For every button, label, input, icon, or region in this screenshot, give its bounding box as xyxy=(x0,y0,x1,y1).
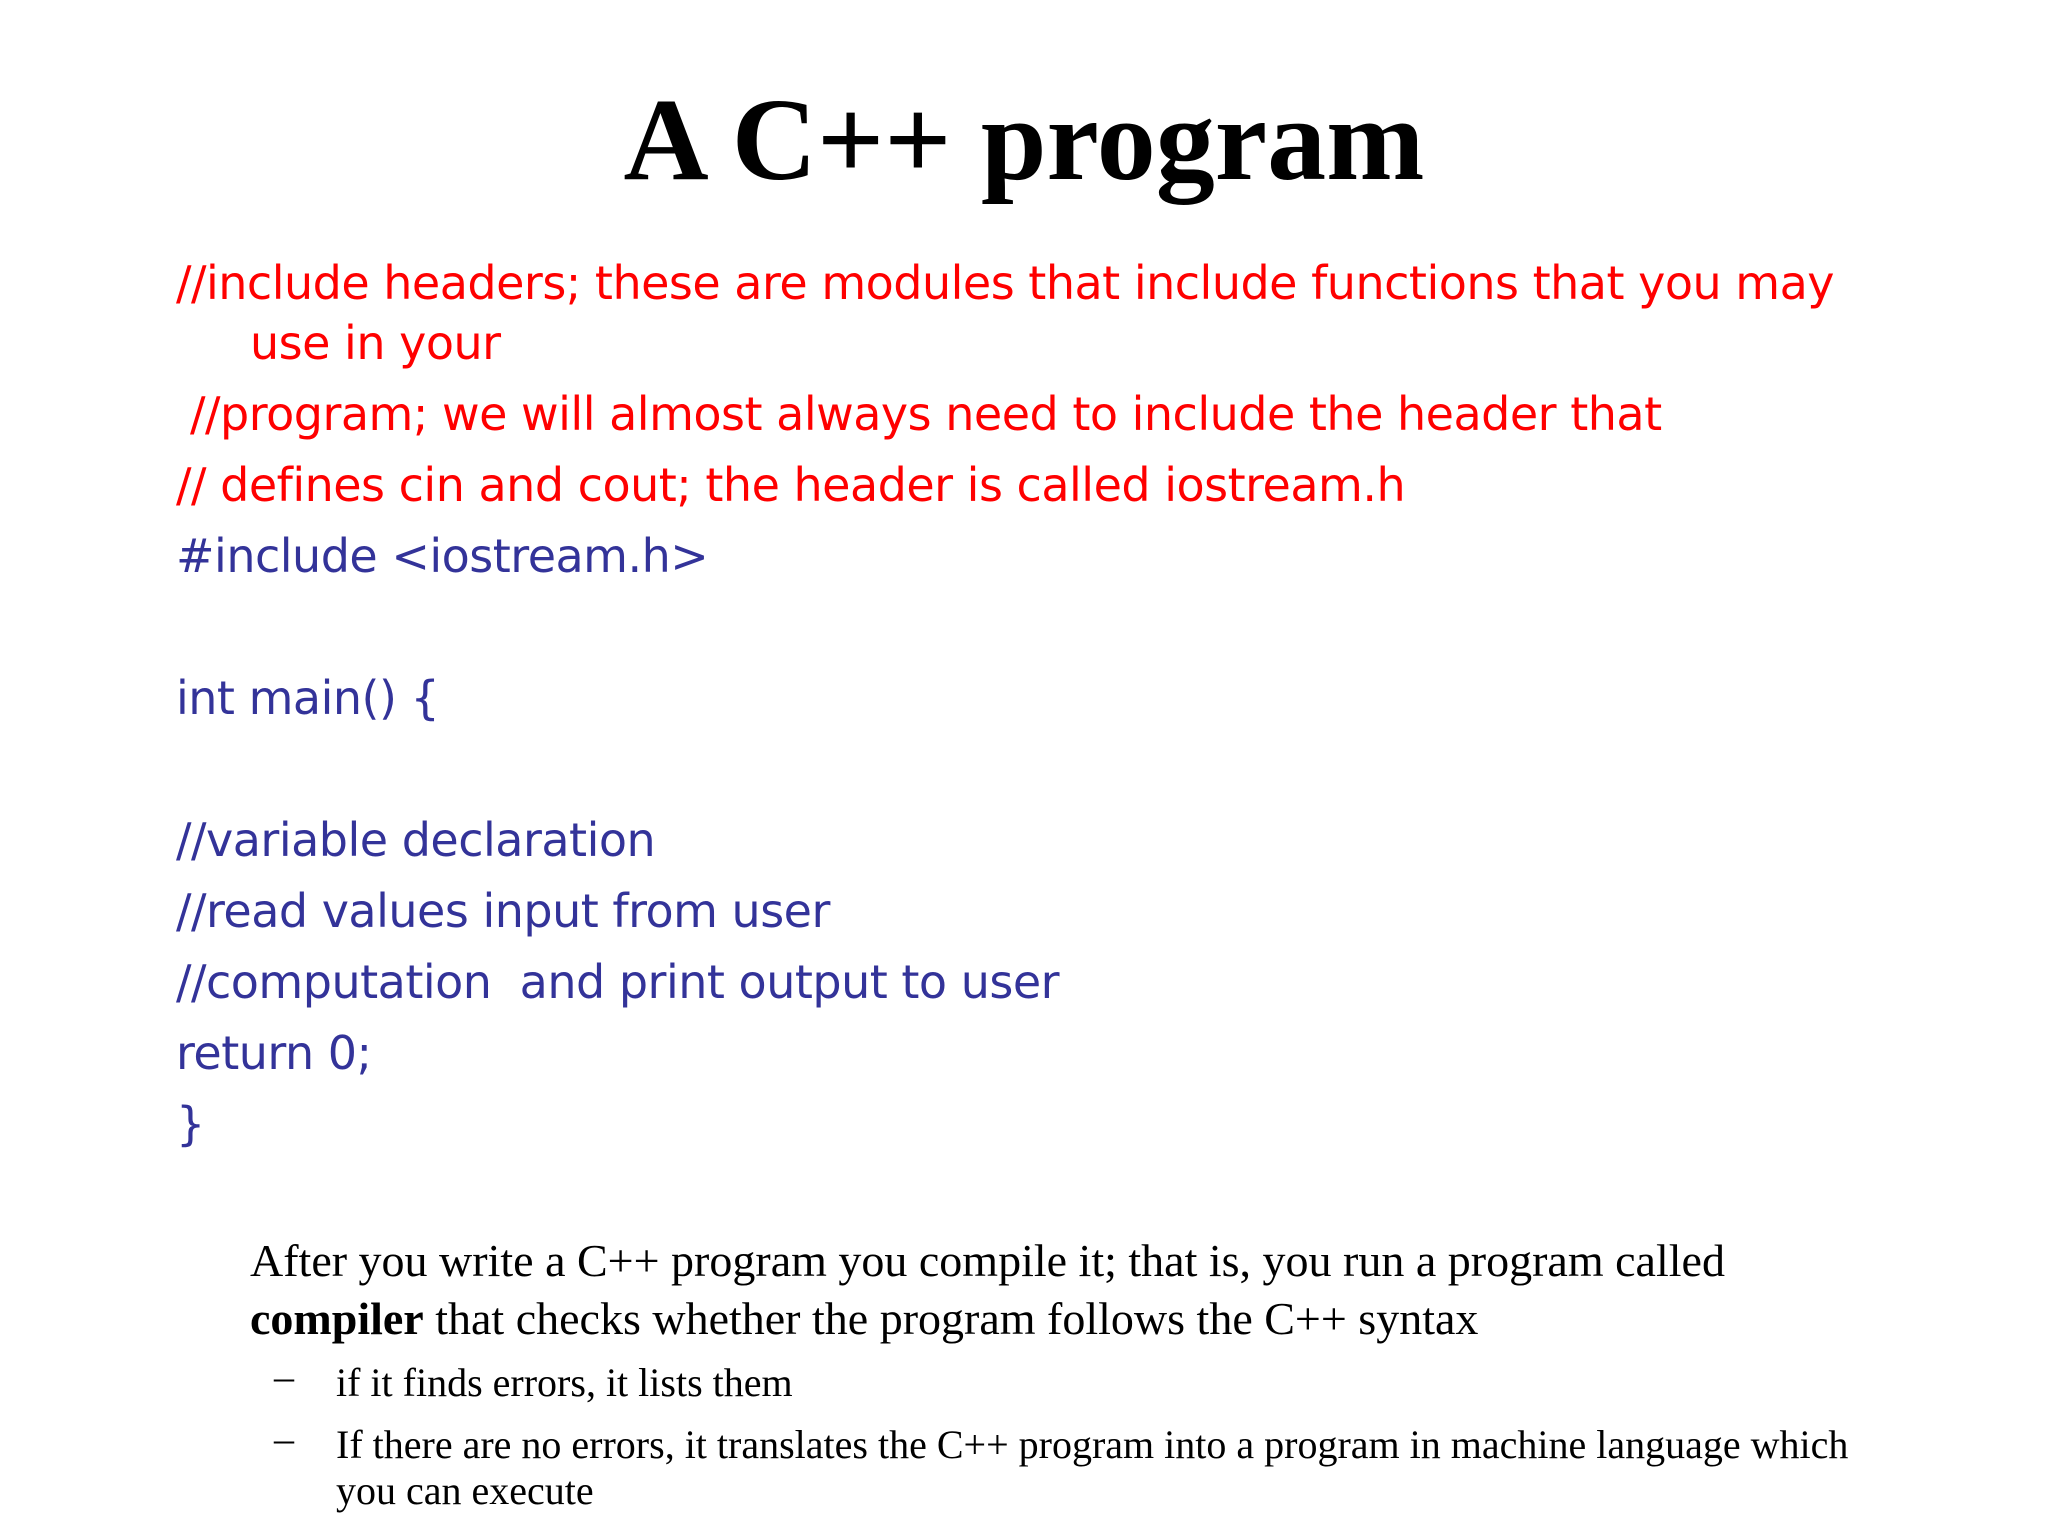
note-text: that checks whether the program follows the C++ syntax xyxy=(423,1293,1479,1344)
bullet-text: If there are no errors, it translates the C++ program into a program in machine language which you can execute xyxy=(336,1422,1849,1513)
dash-bullet: – xyxy=(274,1354,294,1399)
return-statement: return 0; xyxy=(176,1026,372,1080)
note-bold-term: compiler xyxy=(250,1293,424,1344)
slide-title: A C++ program xyxy=(623,74,1425,205)
comment-line: //include headers; these are modules that include functions that you may xyxy=(176,256,1835,310)
main-signature: int main() { xyxy=(176,671,440,725)
code-comment: //variable declaration xyxy=(176,813,656,867)
note-bullet xyxy=(250,1416,1900,1514)
dash-bullet: – xyxy=(274,1416,294,1461)
code-comment: //computation and print output to user xyxy=(176,955,1060,1009)
note-bullet xyxy=(250,1354,1900,1406)
blank-line xyxy=(176,738,1896,809)
comment-line: // defines cin and cout; the header is called iostream.h xyxy=(176,458,1406,512)
comment-line: //program; we will almost always need to include the header that xyxy=(190,387,1662,441)
include-directive: #include <iostream.h> xyxy=(176,529,709,583)
compiler-note xyxy=(250,1232,1900,1514)
note-text: After you write a C++ program you compile it; that is, you run a program called xyxy=(250,1235,1725,1286)
blank-line xyxy=(176,596,1896,667)
comment-line-continuation: use in your xyxy=(250,316,501,370)
closing-brace: } xyxy=(176,1097,205,1151)
bullet-text: if it finds errors, it lists them xyxy=(336,1360,793,1405)
code-comment: //read values input from user xyxy=(176,884,830,938)
note-paragraph xyxy=(250,1232,1900,1348)
code-block xyxy=(176,252,1896,1164)
